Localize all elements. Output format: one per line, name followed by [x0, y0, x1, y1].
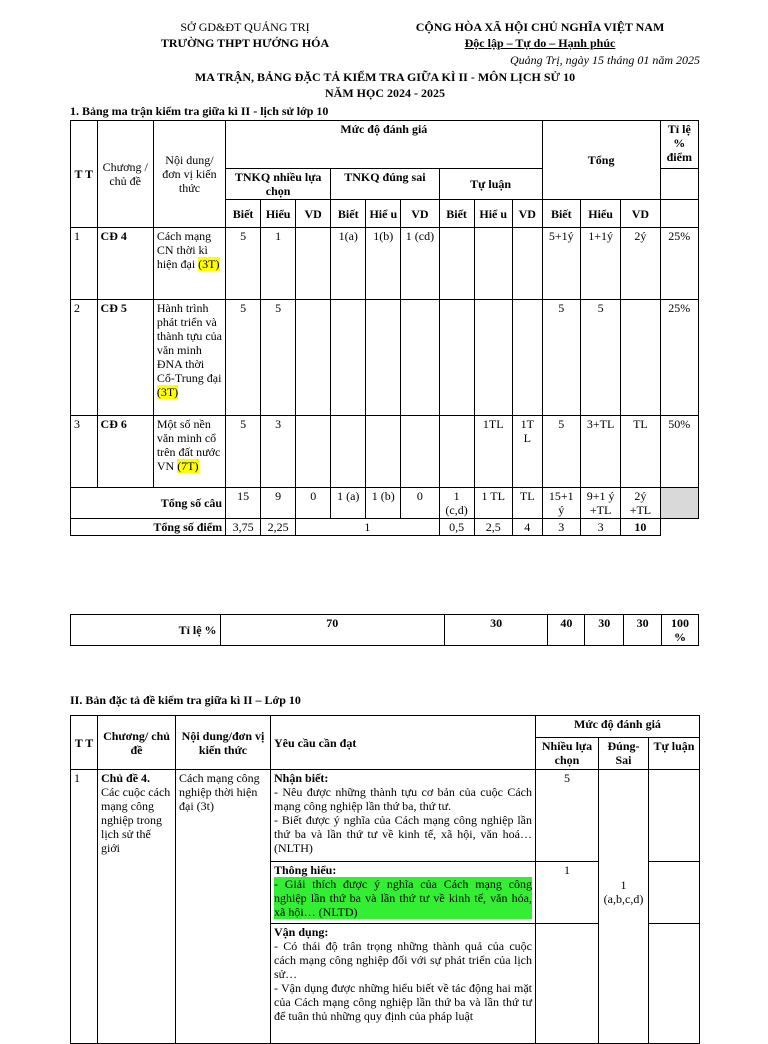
spec-chude-text: Các cuộc cách mạng công nghiệp trong lịch sử thế giới — [101, 785, 171, 855]
total-cell: 1 (b) — [366, 488, 401, 519]
level-cell: Hiể u — [474, 200, 512, 228]
thong-hieu-title: Thông hiểu: — [274, 863, 337, 877]
ratio-label: Tỉ lệ % — [71, 615, 221, 646]
value-cell — [621, 300, 660, 416]
row-chude: CĐ 5 — [97, 300, 153, 416]
thong-hieu-count: 1 — [536, 862, 599, 924]
matrix-header-tile: Tỉ lệ % điểm — [660, 121, 698, 169]
spec-header-chuong: Chương/ chủ đề — [98, 716, 176, 770]
row-tt: 2 — [71, 300, 98, 416]
value-cell: 5 — [542, 300, 580, 416]
section-2-title: II. Bản đặc tả đề kiểm tra giữa kì II – Lớp 10 — [70, 693, 301, 707]
value-cell — [512, 300, 542, 416]
value-cell — [474, 300, 512, 416]
value-cell: 1(a) — [331, 228, 366, 300]
value-cell — [331, 300, 366, 416]
value-cell — [401, 416, 439, 488]
value-cell: 1TL — [474, 416, 512, 488]
value-cell: 2ý — [621, 228, 660, 300]
row-chude: CĐ 6 — [97, 416, 153, 488]
level-cell: Hiểu — [261, 200, 296, 228]
level-cell: VD — [296, 200, 331, 228]
row-percent: 25% — [660, 300, 698, 416]
total-cell: TL — [512, 488, 542, 519]
total-cell: 4 — [512, 519, 542, 536]
total-questions-label: Tổng số câu — [71, 488, 226, 519]
value-cell: 5 — [226, 300, 261, 416]
ratio-table — [70, 614, 699, 646]
spec-header-tuluan: Tự luận — [649, 738, 700, 770]
ratio-value: 40 — [548, 615, 585, 646]
row-chude: CĐ 4 — [97, 228, 153, 300]
matrix-row — [71, 228, 699, 300]
value-cell — [474, 228, 512, 300]
ratio-value: 30 — [624, 615, 662, 646]
value-cell — [512, 228, 542, 300]
value-cell: 1T L — [512, 416, 542, 488]
ratio-value: 100 % — [662, 615, 699, 646]
nhan-biet-count: 5 — [536, 770, 599, 862]
spec-noidung: Cách mạng công nghiệp thời hiện đại (3t) — [176, 770, 271, 1044]
value-cell: 5 — [542, 416, 580, 488]
total-cell: 1 — [296, 519, 439, 536]
level-cell: VD — [401, 200, 439, 228]
total-cell: 3 — [580, 519, 620, 536]
level-cell: Hiểu — [580, 200, 620, 228]
total-cell: 0 — [401, 488, 439, 519]
row-percent: 50% — [660, 416, 698, 488]
value-cell — [439, 300, 474, 416]
value-cell — [366, 416, 401, 488]
total-cell: 2ý +TL — [621, 488, 660, 519]
matrix-row — [71, 416, 699, 488]
spec-chude-title: Chủ đề 4. — [101, 771, 151, 785]
document-title: MA TRẬN, BẢNG ĐẶC TẢ KIỂM TRA GIỮA KÌ II - MÔN LỊCH SỬ 10 — [194, 70, 576, 84]
dung-sai-count: 1 (a,b,c,d) — [599, 770, 649, 1044]
matrix-row — [71, 300, 699, 416]
value-cell: TL — [621, 416, 660, 488]
nhan-biet-item: - Biết được ý nghĩa của Cách mạng công nghiệp lần thứ ba và lần thứ tư về kinh tế, xã hội, văn hoá… (NLTH) — [274, 813, 532, 855]
value-cell: 3+TL — [580, 416, 620, 488]
row-noidung: Cách mạng CN thời kì hiện đại — [156, 229, 212, 271]
row-lesson-count: (3T) — [198, 257, 220, 271]
spec-header-noidung: Nội dung/đơn vị kiến thức — [176, 716, 271, 770]
value-cell — [401, 300, 439, 416]
spec-header-mucdo: Mức độ đánh giá — [536, 716, 700, 738]
van-dung-item: - Có thái độ trân trọng những thành quả của cuộc cách mạng công nghiệp đối với sự phát triển của lịch sử… — [274, 939, 532, 981]
school-year: NĂM HỌC 2024 - 2025 — [325, 86, 445, 100]
value-cell — [439, 228, 474, 300]
matrix-header-tt: T T — [71, 121, 98, 228]
value-cell — [331, 416, 366, 488]
total-questions-row — [71, 488, 699, 519]
value-cell — [296, 228, 331, 300]
matrix-header-chuong: Chương / chủ đề — [97, 121, 153, 228]
nhan-biet-item: - Nêu được những thành tựu cơ bản của cuộc Cách mạng công nghiệp lần thứ ba, thứ tư. — [274, 785, 532, 813]
nhan-biet-title: Nhận biết: — [274, 771, 329, 785]
date-line: Quảng Trị, ngày 15 tháng 01 năm 2025 — [509, 53, 700, 67]
spec-header-dungsai: Đúng- Sai — [599, 738, 649, 770]
row-tt: 3 — [71, 416, 98, 488]
value-cell: 1+1ý — [580, 228, 620, 300]
spec-row-tt: 1 — [71, 770, 98, 1044]
row-noidung: Một số nền văn minh cổ trên đất nước VN — [156, 417, 221, 473]
row-tt: 1 — [71, 228, 98, 300]
total-cell: 2,25 — [261, 519, 296, 536]
level-cell: Biết — [331, 200, 366, 228]
total-points-row — [71, 519, 699, 536]
value-cell — [296, 416, 331, 488]
motto: Độc lập – Tự do – Hạnh phúc — [464, 36, 616, 50]
section-1-title: 1. Bảng ma trận kiểm tra giữa kì II - lịch sử lớp 10 — [70, 104, 329, 118]
level-cell: VD — [621, 200, 660, 228]
matrix-header-mucdo: Mức độ đánh giá — [226, 121, 543, 169]
spec-table — [70, 715, 700, 1044]
value-cell: 5 — [226, 228, 261, 300]
thong-hieu-item: - Giải thích được ý nghĩa của Cách mạng công nghiệp lần thứ ba và lần thứ tư về kinh tế, văn hóa, xã hội… (NLTD) — [274, 877, 532, 919]
value-cell: 5 — [261, 300, 296, 416]
total-cell: 1 (a) — [331, 488, 366, 519]
value-cell: 3 — [261, 416, 296, 488]
ratio-value: 30 — [585, 615, 624, 646]
value-cell: 1(b) — [366, 228, 401, 300]
matrix-header-tong: Tổng — [542, 121, 660, 200]
row-percent: 25% — [660, 228, 698, 300]
level-cell: Biết — [439, 200, 474, 228]
value-cell — [439, 416, 474, 488]
matrix-header-tnkq2: TNKQ đúng sai — [331, 169, 439, 200]
total-cell: 1 TL — [474, 488, 512, 519]
level-cell: Biết — [226, 200, 261, 228]
value-cell: 1 (cd) — [401, 228, 439, 300]
total-points-label: Tổng số điểm — [71, 519, 226, 536]
value-cell: 1 — [261, 228, 296, 300]
ratio-value: 70 — [220, 615, 444, 646]
level-cell: Hiể u — [366, 200, 401, 228]
spec-header-tt: T T — [71, 716, 98, 770]
total-cell: 3,75 — [226, 519, 261, 536]
total-cell: 0,5 — [439, 519, 474, 536]
matrix-table — [70, 120, 699, 536]
row-noidung: Hành trình phát triển và thành tựu của văn minh ĐNA thời Cổ-Trung đại — [156, 301, 222, 385]
spec-header-nhieu: Nhiều lựa chọn — [536, 738, 599, 770]
total-cell: 10 — [621, 519, 660, 536]
row-lesson-count: (3T) — [156, 385, 179, 399]
total-cell: 3 — [542, 519, 580, 536]
van-dung-title: Vận dụng: — [274, 925, 329, 939]
spec-header-yeucau: Yêu cầu cần đạt — [271, 716, 536, 770]
total-cell: 0 — [296, 488, 331, 519]
total-cell: 9 — [261, 488, 296, 519]
matrix-header-noidung: Nội dung/đơn vị kiến thức — [153, 121, 225, 228]
value-cell: 5 — [226, 416, 261, 488]
van-dung-item: - Vận dụng được những hiểu biết về tác động hai mặt của Cách mạng công nghiệp lần thứ ba và lần thứ tư để tuân thủ những quy định của pháp luật — [274, 981, 532, 1023]
total-cell: 2,5 — [474, 519, 512, 536]
country-name: CỘNG HÒA XÃ HỘI CHỦ NGHĨA VIỆT NAM — [415, 20, 665, 34]
total-cell: 1 (c,d) — [439, 488, 474, 519]
value-cell: 5+1ý — [542, 228, 580, 300]
total-cell: 15+1 ý — [542, 488, 580, 519]
value-cell — [366, 300, 401, 416]
matrix-header-tnkq1: TNKQ nhiều lựa chọn — [226, 169, 331, 200]
ratio-value: 30 — [444, 615, 547, 646]
level-cell: VD — [512, 200, 542, 228]
level-cell: Biết — [542, 200, 580, 228]
total-cell: 15 — [226, 488, 261, 519]
total-cell: 9+1 ý +TL — [580, 488, 620, 519]
spec-row — [71, 770, 700, 862]
school-name: TRƯỜNG THPT HƯỚNG HÓA — [160, 36, 330, 50]
value-cell — [296, 300, 331, 416]
value-cell: 5 — [580, 300, 620, 416]
row-lesson-count: (7T) — [177, 459, 199, 473]
matrix-header-tuluan: Tự luận — [439, 169, 542, 200]
dept-name: SỞ GD&ĐT QUẢNG TRỊ — [180, 20, 310, 34]
